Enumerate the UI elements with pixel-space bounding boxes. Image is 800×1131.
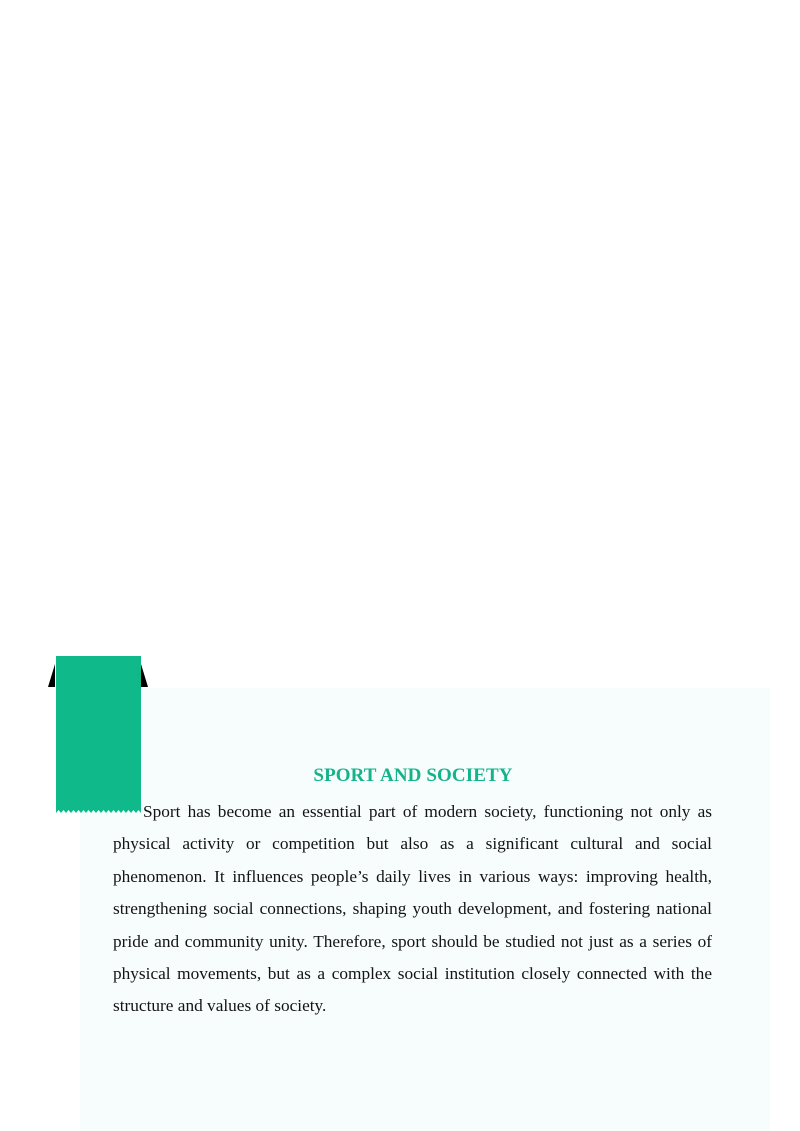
page-title: SPORT AND SOCIETY <box>313 765 513 786</box>
ribbon-fold-right <box>141 664 148 687</box>
bookmark-ribbon-icon <box>48 656 148 818</box>
body-paragraph: Sport has become an essential part of modern society, functioning not only as physical activity or competition but also as a significant cultural and social phenomenon. It influences people’s daily lives in various ways: improving health, strengthening social connections, shaping youth development, and fostering national pride and community unity. Therefore, sport should be studied not just as a series of physical movements, but as a complex social institution closely connected with the structure and values of society. <box>113 802 712 1016</box>
ribbon-fold-left <box>48 664 55 687</box>
ribbon-body <box>56 656 141 813</box>
